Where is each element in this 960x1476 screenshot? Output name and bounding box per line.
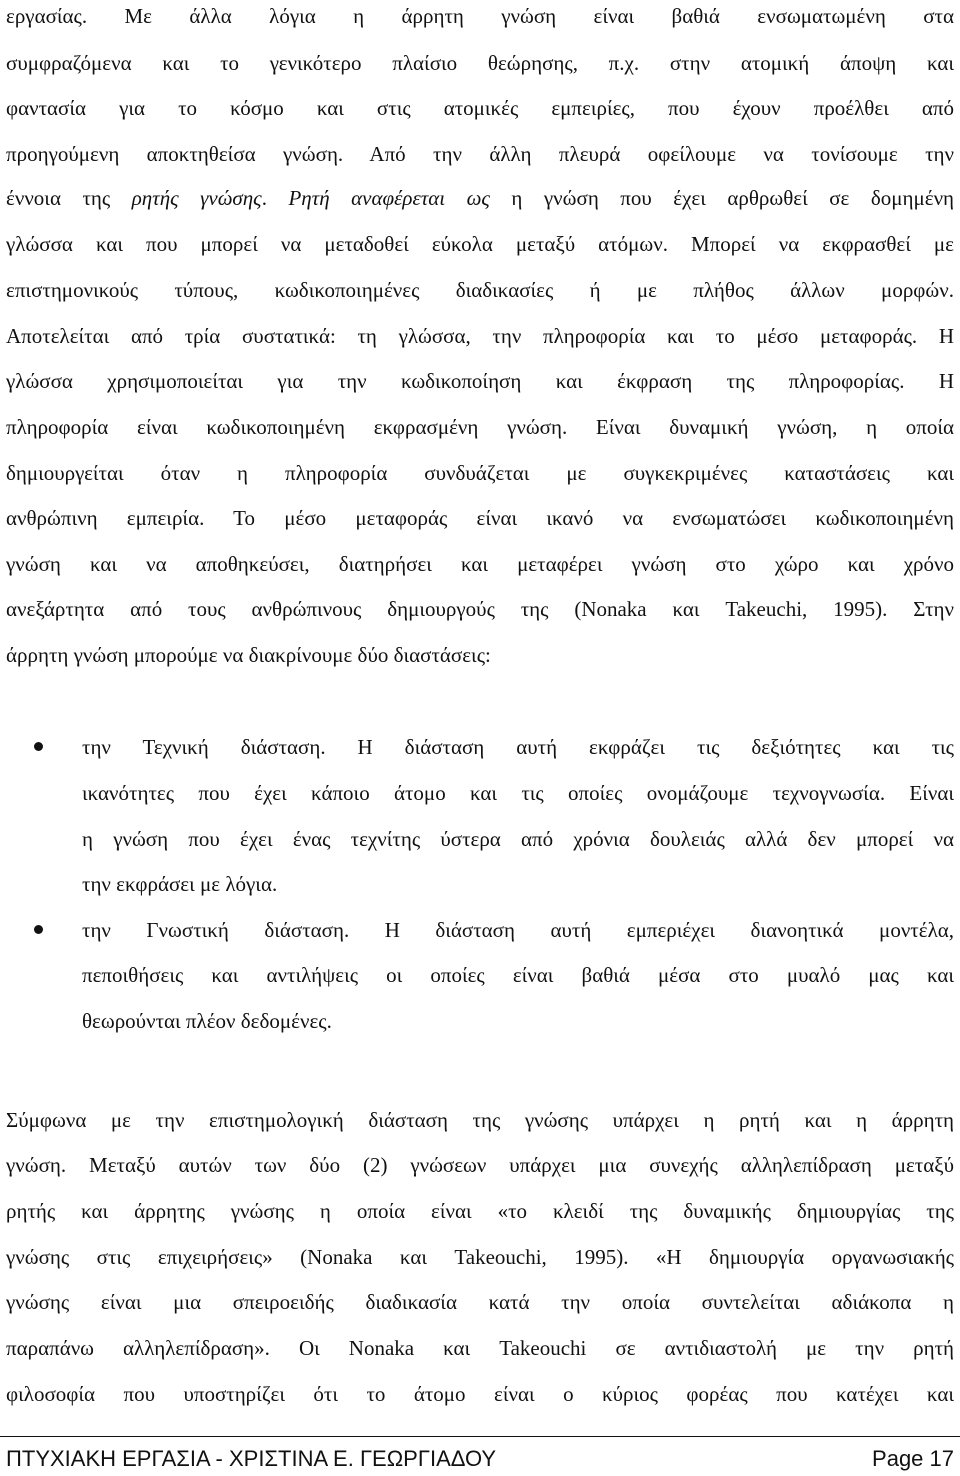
- body-text-line: Αποτελείται από τρία συστατικά: τη γλώσσα, την πληροφορία και το μέσο μεταφοράς. Η: [6, 324, 954, 348]
- body-text-line: γνώση και να αποθηκεύσει, διατηρήσει και μεταφέρει γνώση στο χώρο και χρόνο: [6, 552, 954, 576]
- body-text-line: γνώσης στις επιχειρήσεις» (Nonaka και Takeouchi, 1995). «Η δημιουργία οργανωσιακής: [6, 1245, 954, 1269]
- page-number: Page 17: [872, 1446, 954, 1471]
- list-item-line: η γνώση που έχει ένας τεχνίτης ύστερα από χρόνια δουλειάς αλλά δεν μπορεί να: [82, 827, 954, 851]
- body-text-line: συμφραζόμενα και το γενικότερο πλαίσιο θεώρησης, π.χ. στην ατομική άποψη και: [6, 51, 954, 75]
- body-text-line: [6, 184, 954, 212]
- body-text-line: γνώση. Μεταξύ αυτών των δύο (2) γνώσεων υπάρχει μια συνεχής αλληλεπίδραση μεταξύ: [6, 1153, 954, 1177]
- body-text-line: επιστημονικούς τύπους, κωδικοποιημένες διαδικασίες ή με πλήθος άλλων μορφών.: [6, 278, 954, 302]
- list-item-line: πεποιθήσεις και αντιλήψεις οι οποίες είναι βαθιά μέσα στο μυαλό μας και: [82, 963, 954, 987]
- body-text-line: γνώσης είναι μια σπειροειδής διαδικασία κατά την οποία συντελείται αδιάκοπα η: [6, 1290, 954, 1314]
- text-span: η γνώση που έχει αρθρωθεί σε δομημένη: [489, 186, 955, 210]
- body-text-line: προηγούμενη αποκτηθείσα γνώση. Από την άλλη πλευρά οφείλουμε να τονίσουμε την: [6, 142, 954, 166]
- footer-title: ΠΤΥΧΙΑΚΗ ΕΡΓΑΣΙΑ - ΧΡΙΣΤΙΝΑ Ε. ΓΕΩΡΓΙΑΔΟΥ: [6, 1446, 497, 1471]
- body-text-line: παραπάνω αλληλεπίδραση». Οι Nonaka και Takeouchi σε αντιδιαστολή με την ρητή: [6, 1336, 954, 1360]
- text-span: έννοια της: [6, 186, 132, 210]
- bullet-icon: [34, 742, 43, 751]
- list-item-line: θεωρούνται πλέον δεδομένες.: [82, 1009, 332, 1033]
- list-item-line: την Γνωστική διάσταση. Η διάσταση αυτή εμπεριέχει διανοητικά μοντέλα,: [82, 918, 954, 942]
- body-text-line: γλώσσα και που μπορεί να μεταδοθεί εύκολα μεταξύ ατόμων. Μπορεί να εκφρασθεί με: [6, 232, 954, 256]
- body-text-line: ανθρώπινη εμπειρία. Το μέσο μεταφοράς είναι ικανό να ενσωματώσει κωδικοποιημένη: [6, 506, 954, 530]
- list-item-line: ικανότητες που έχει κάποιο άτομο και τις οποίες ονομάζουμε τεχνογνωσία. Είναι: [82, 781, 954, 805]
- body-text-line: άρρητη γνώση μπορούμε να διακρίνουμε δύο διαστάσεις:: [6, 643, 491, 667]
- italic-term: Ρητή αναφέρεται ως: [288, 186, 490, 210]
- body-text-line: Σύμφωνα με την επιστημολογική διάσταση της γνώσης υπάρχει η ρητή και η άρρητη: [6, 1108, 954, 1132]
- body-text-line: πληροφορία είναι κωδικοποιημένη εκφρασμένη γνώση. Είναι δυναμική γνώση, η οποία: [6, 415, 954, 439]
- list-item-line: την εκφράσει με λόγια.: [82, 872, 278, 896]
- footer-divider: [0, 1436, 960, 1437]
- body-text-line: φαντασία για το κόσμο και στις ατομικές εμπειρίες, που έχουν προέλθει από: [6, 96, 954, 120]
- body-text-line: ανεξάρτητα από τους ανθρώπινους δημιουργούς της (Nonaka και Takeuchi, 1995). Στην: [6, 597, 954, 621]
- body-text-line: φιλοσοφία που υποστηρίζει ότι το άτομο είναι ο κύριος φορέας που κατέχει και: [6, 1382, 954, 1406]
- bullet-icon: [34, 925, 43, 934]
- text-span: .: [261, 186, 289, 210]
- body-text-line: γλώσσα χρησιμοποιείται για την κωδικοποίηση και έκφραση της πληροφορίας. Η: [6, 369, 954, 393]
- body-text-line: δημιουργείται όταν η πληροφορία συνδυάζεται με συγκεκριμένες καταστάσεις και: [6, 461, 954, 485]
- italic-term: ρητής γνώσης: [131, 186, 262, 210]
- body-text-line: εργασίας. Με άλλα λόγια η άρρητη γνώση είναι βαθιά ενσωματωμένη στα: [6, 4, 954, 28]
- body-text-line: ρητής και άρρητης γνώσης η οποία είναι «το κλειδί της δυναμικής δημιουργίας της: [6, 1199, 954, 1223]
- list-item-line: την Τεχνική διάσταση. Η διάσταση αυτή εκφράζει τις δεξιότητες και τις: [82, 735, 954, 759]
